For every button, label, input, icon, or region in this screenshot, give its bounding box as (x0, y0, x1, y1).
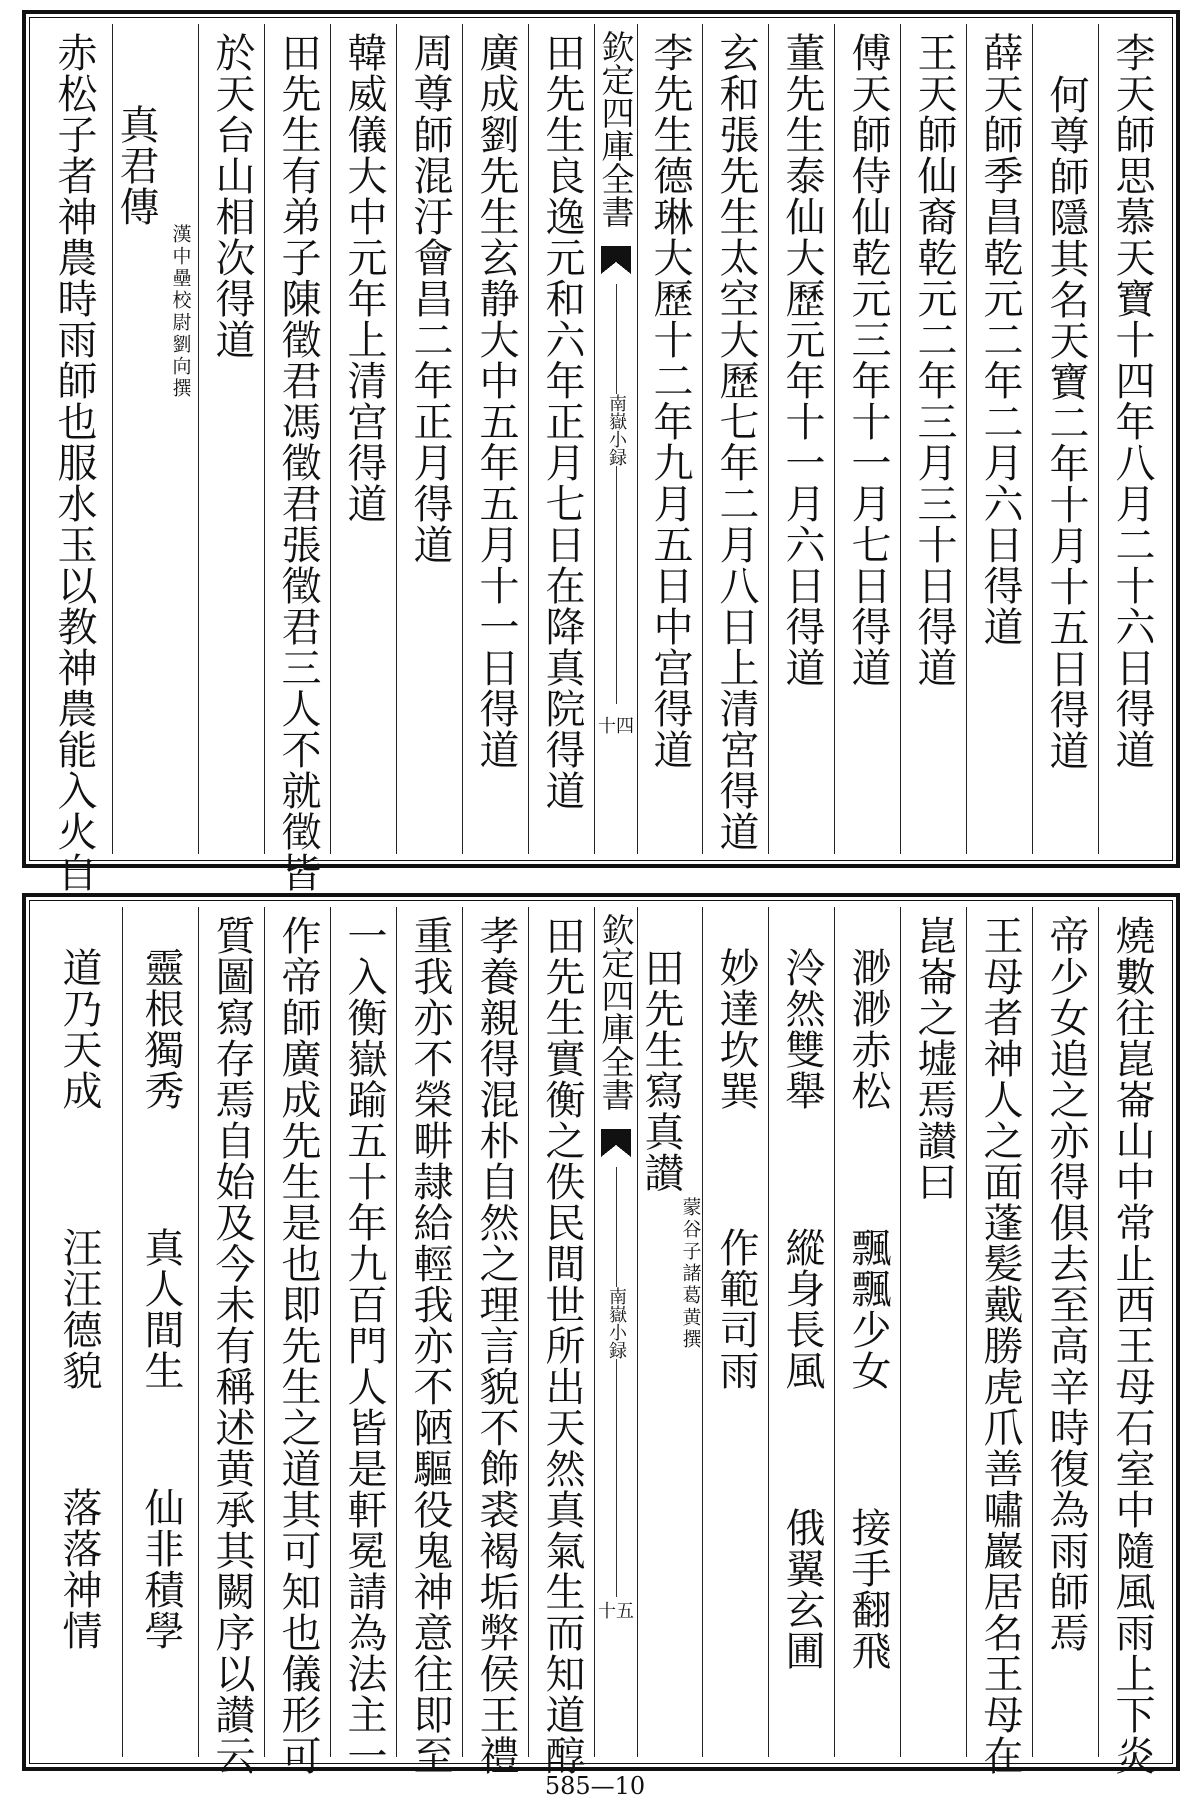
text-column (966, 907, 1033, 1776)
section-title-column (112, 24, 199, 854)
top-columns (36, 24, 1166, 893)
top-page (22, 10, 1180, 893)
verse-line: 泠然雙舉 (779, 947, 825, 1111)
center-title: 欽定四庫全書 (596, 913, 636, 1111)
center-line (616, 284, 617, 704)
text-column (264, 907, 331, 1776)
column-text: 玄和張先生太空大歷七年二月八日上清宮得道 (713, 32, 759, 852)
column-text: 田先生實衡之佚民間世所出天然真氣生而知道醇 (539, 915, 585, 1776)
column-text: 廣成劉先生玄静大中五年五月十一日得道 (473, 32, 519, 770)
page-footer-number: 585—10 (544, 1772, 646, 1800)
column-text: 赤松子者神農時雨師也服水玉以教神農能入火自 (51, 32, 97, 893)
column-text: 何尊師隱其名天寶二年十月十五日得道 (1043, 74, 1089, 771)
verse-column (834, 907, 901, 1757)
column-text: 王天師仙裔乾元二年三月三十日得道 (911, 32, 957, 688)
fishtail-mark (601, 1129, 631, 1145)
center-book-title: 南嶽小録 (595, 394, 637, 466)
text-column (396, 24, 463, 854)
column-text: 田先生有弟子陳徵君馮徵君張徵君三人不就徵皆 (275, 32, 321, 893)
text-column (966, 24, 1033, 854)
text-column (528, 907, 595, 1776)
verse-line: 作範司雨 (713, 1227, 759, 1391)
column-text: 李天師思慕天寶十四年八月二十六日得道 (1109, 32, 1155, 770)
column-text: 燒數往崑崙山中常止西王母石室中隨風雨上下炎 (1109, 915, 1155, 1776)
verse-line: 落落神情 (56, 1487, 102, 1651)
text-column (1032, 24, 1099, 854)
center-book-title: 南嶽小録 (595, 1287, 637, 1359)
verse-line: 俄翼玄圃 (779, 1507, 825, 1671)
text-column (900, 24, 967, 854)
column-text: 崑崙之墟焉讃曰 (911, 915, 957, 1202)
text-column (834, 24, 901, 854)
column-text: 質圖寫存焉自始及今未有稱述黄承其闕序以讃云 (209, 915, 255, 1776)
text-column (330, 24, 397, 854)
section-title: 田先生寫真讃 (638, 947, 684, 1193)
center-fold (594, 907, 638, 1757)
text-column (198, 907, 265, 1776)
column-text: 傅天師侍仙乾元三年十一月七日得道 (845, 32, 891, 688)
text-column (462, 907, 529, 1776)
text-column (768, 24, 835, 854)
verse-line: 渺渺赤松 (845, 947, 891, 1111)
column-text: 孝養親得混朴自然之理言貌不飾裘褐垢弊侯王禮 (473, 915, 519, 1776)
verse-line: 仙非積學 (138, 1487, 184, 1651)
text-column (900, 907, 967, 1757)
verse-line: 真人間生 (138, 1227, 184, 1391)
verse-line: 汪汪德貌 (56, 1227, 102, 1391)
section-author: 蒙谷子諸葛黄撰 (679, 1197, 702, 1351)
text-column (636, 24, 703, 854)
column-text: 一入衡嶽踰五十年九百門人皆是軒冕請為法主一 (341, 915, 387, 1776)
center-line (616, 1167, 617, 1607)
center-page-number: 十四 (595, 712, 637, 738)
column-text: 周尊師混汙會昌二年正月得道 (407, 32, 453, 565)
section-author: 漢中壘校尉劉向撰 (169, 224, 192, 400)
verse-column (768, 907, 835, 1757)
text-column (264, 24, 331, 893)
center-title: 欽定四庫全書 (596, 30, 636, 228)
section-title-column (636, 907, 703, 1757)
column-text: 薛天師季昌乾元二年二月六日得道 (977, 32, 1023, 647)
section-title: 真君傳 (113, 104, 159, 227)
fishtail-mark (601, 246, 631, 262)
text-column (1032, 907, 1099, 1757)
text-column (528, 24, 595, 854)
text-column (1098, 907, 1165, 1776)
verse-column (122, 907, 199, 1757)
center-fold (594, 24, 638, 854)
verse-column (702, 907, 769, 1757)
text-column (36, 24, 112, 893)
verse-line: 接手翻飛 (845, 1507, 891, 1671)
verse-column (36, 907, 122, 1757)
column-text: 於天台山相次得道 (209, 32, 255, 360)
column-text: 李先生德琳大歷十二年九月五日中宫得道 (647, 32, 693, 770)
text-column (1098, 24, 1165, 854)
column-text: 韓威儀大中元年上清宫得道 (341, 32, 387, 524)
column-text: 帝少女追之亦得俱去至高辛時復為雨師焉 (1043, 915, 1089, 1653)
text-column (396, 907, 463, 1776)
bottom-page (22, 893, 1180, 1776)
text-column (330, 907, 397, 1776)
verse-line: 靈根獨秀 (138, 947, 184, 1111)
column-text: 作帝師廣成先生是也即先生之道其可知也儀形可 (275, 915, 321, 1776)
center-page-number: 十五 (595, 1597, 637, 1623)
text-column (198, 24, 265, 854)
text-column (702, 24, 769, 854)
column-text: 王母者神人之面蓬髪戴勝虎爪善嘯巖居名王母在 (977, 915, 1023, 1776)
verse-line: 飄飄少女 (845, 1227, 891, 1391)
bottom-columns (36, 907, 1166, 1776)
text-column (462, 24, 529, 854)
verse-line: 妙達坎巽 (713, 947, 759, 1111)
column-text: 重我亦不榮畊隷給輕我亦不陋驅役鬼神意往即至 (407, 915, 453, 1776)
verse-line: 縱身長風 (779, 1227, 825, 1391)
verse-line: 道乃天成 (56, 947, 102, 1111)
column-text: 董先生泰仙大歷元年十一月六日得道 (779, 32, 825, 688)
column-text: 田先生良逸元和六年正月七日在降真院得道 (539, 32, 585, 811)
